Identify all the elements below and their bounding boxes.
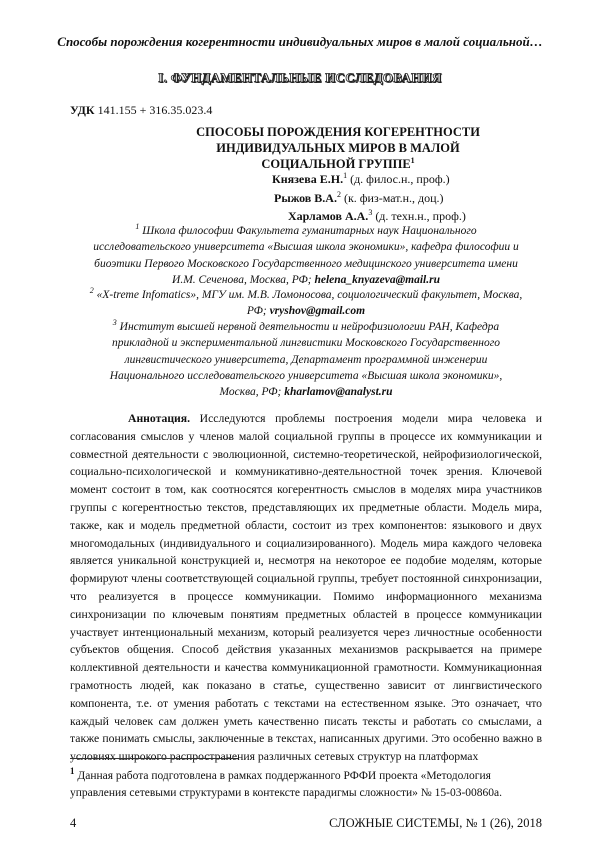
footnote-mark: 1 <box>70 766 75 777</box>
abstract <box>70 410 542 766</box>
page-number: 4 <box>70 816 77 830</box>
udc-line <box>70 103 212 118</box>
author-name: Рыжов В.А. <box>274 191 337 205</box>
affiliation-mark: 1 <box>135 222 140 232</box>
title-footnote-mark: 1 <box>410 155 415 165</box>
section-heading: I. ФУНДАМЕНТАЛЬНЫЕ ИССЛЕДОВАНИЯ <box>158 70 442 85</box>
affiliation-line: $^2$ «X-treme Infomatics», МГУ им. М.В. Ломоносова, социологический факультет, Москва, <box>89 286 523 301</box>
affiliation-line: Москва, РФ; kharlamov@analyst.ru <box>219 386 393 399</box>
affiliation-2 <box>70 287 542 320</box>
author-name: Князева Е.Н. <box>272 172 344 186</box>
affiliation-3 <box>70 319 542 400</box>
author-mark: 2 <box>336 190 341 199</box>
affiliation-line: $^3$ Институт высшей нервной деятельности и нейрофизиологии РАН, Кафедра <box>112 318 500 333</box>
abstract-text: Исследуются проблемы построения модели мира человека и согласования смыслов у членов малой социальной группы в процессе их коммуникации и совместной деятельности с эволюционной, системно-теоретической, нейрофизиологической, социально-психологической и коммуникативно-деятельностной точек зрения. Ключевой момент состоит в том, как соотносятся когерентность смыслов в моделях мира участников группы с когерентностью текстов, представляющих их предметные области. Модель мира, также, как и модель предметной области, состоит из трех компонентов: языкового и двух многомодальных (индивидуального и социализированного). Модель мира каждого человека является уникальной конструкцией и, несмотря на некоторое ее подобие моделям, которые формируют члены соответствующей социальной группы, требует постоянной синхронизации, что реализуется в процессе коммуникации. Помимо информационного механизма синхронизации по ключевым понятиям предметных областей в процессе коммуникации участвует интенциональный механизм, который реализуется через личностные особенности субъектов общения. Способ действия указанных механизмов раскрывается на примере коллективной деятельности и качества коммуникационной грамотности. Коммуникационная грамотность людей, как показано в статье, существенно зависит от лингвистического компонента, т.е. от умения работать с текстами на естественном языке. Это означает, что каждый человек сам должен уметь качественно писать тексты и работать со смыслами, а также понимать смыслы, заключенные в текстах, написанных другими. Это особенно важно в условиях широкого распространения различных сетевых структур на платформах <box>70 412 542 764</box>
title-line: СОЦИАЛЬНОЙ ГРУППЕ$^1$ <box>261 155 415 171</box>
author-degree: (д. техн.н., проф.) <box>375 209 466 223</box>
affiliation-1 <box>70 223 542 288</box>
running-header: Способы порождения когерентности индивидуальных миров в малой социальной… <box>57 34 543 49</box>
affiliation-line: И.М. Сеченова, Москва, РФ; helena_knyazeva@mail.ru <box>172 273 440 286</box>
udc-label: УДК <box>70 103 95 117</box>
affiliation-line: исследовательского университета «Высшая школа экономики», кафедра философии и <box>93 241 519 254</box>
affiliation-line: биоэтики Первого Московского Государственного медицинского университета имени <box>94 257 518 270</box>
footnote <box>70 768 545 802</box>
abstract-label: Аннотация. <box>128 412 191 425</box>
affiliation-email: helena_knyazeva@mail.ru <box>314 273 440 286</box>
author-name: Харламов А.А. <box>288 209 369 223</box>
author-3 <box>288 209 466 224</box>
author-1 <box>272 172 450 187</box>
article-title <box>188 124 488 172</box>
affiliation-mark: 3 <box>112 318 117 328</box>
affiliation-mark: 2 <box>89 286 94 296</box>
affiliation-line: $^1$ Школа философии Факультета гуманитарных наук Национального <box>135 222 477 237</box>
journal-footer: СЛОЖНЫЕ СИСТЕМЫ, № 1 (26), 2018 <box>329 816 542 830</box>
author-2 <box>274 191 444 206</box>
udc-code: 141.155 + 316.35.023.4 <box>97 103 213 117</box>
footnote-divider <box>70 758 238 759</box>
affiliation-line: Национального исследовательского университета «Высшая школа экономики», <box>109 369 503 382</box>
affiliation-line: РФ; vryshov@gmail.com <box>246 305 366 318</box>
author-degree: (д. филос.н., проф.) <box>350 172 450 186</box>
title-line: СПОСОБЫ ПОРОЖДЕНИЯ КОГЕРЕНТНОСТИ <box>196 125 480 139</box>
affiliation-email: vryshov@gmail.com <box>269 305 366 318</box>
author-degree: (к. физ-мат.н., доц.) <box>343 191 444 205</box>
title-line: ИНДИВИДУАЛЬНЫХ МИРОВ В МАЛОЙ <box>216 141 460 155</box>
affiliation-email: kharlamov@analyst.ru <box>284 386 393 399</box>
author-mark: 1 <box>343 171 348 180</box>
affiliation-line: прикладной и экспериментальной лингвистики Московского Государственного <box>111 337 500 350</box>
author-mark: 3 <box>368 208 373 217</box>
affiliation-line: лингвистического университета, Департамент программной инженерии <box>124 353 488 366</box>
footnote-text: Данная работа подготовлена в рамках поддержанного РФФИ проекта «Методология управления сетевыми структурами в контексте парадигмы сложности» № 15-03-00860а. <box>70 770 503 799</box>
